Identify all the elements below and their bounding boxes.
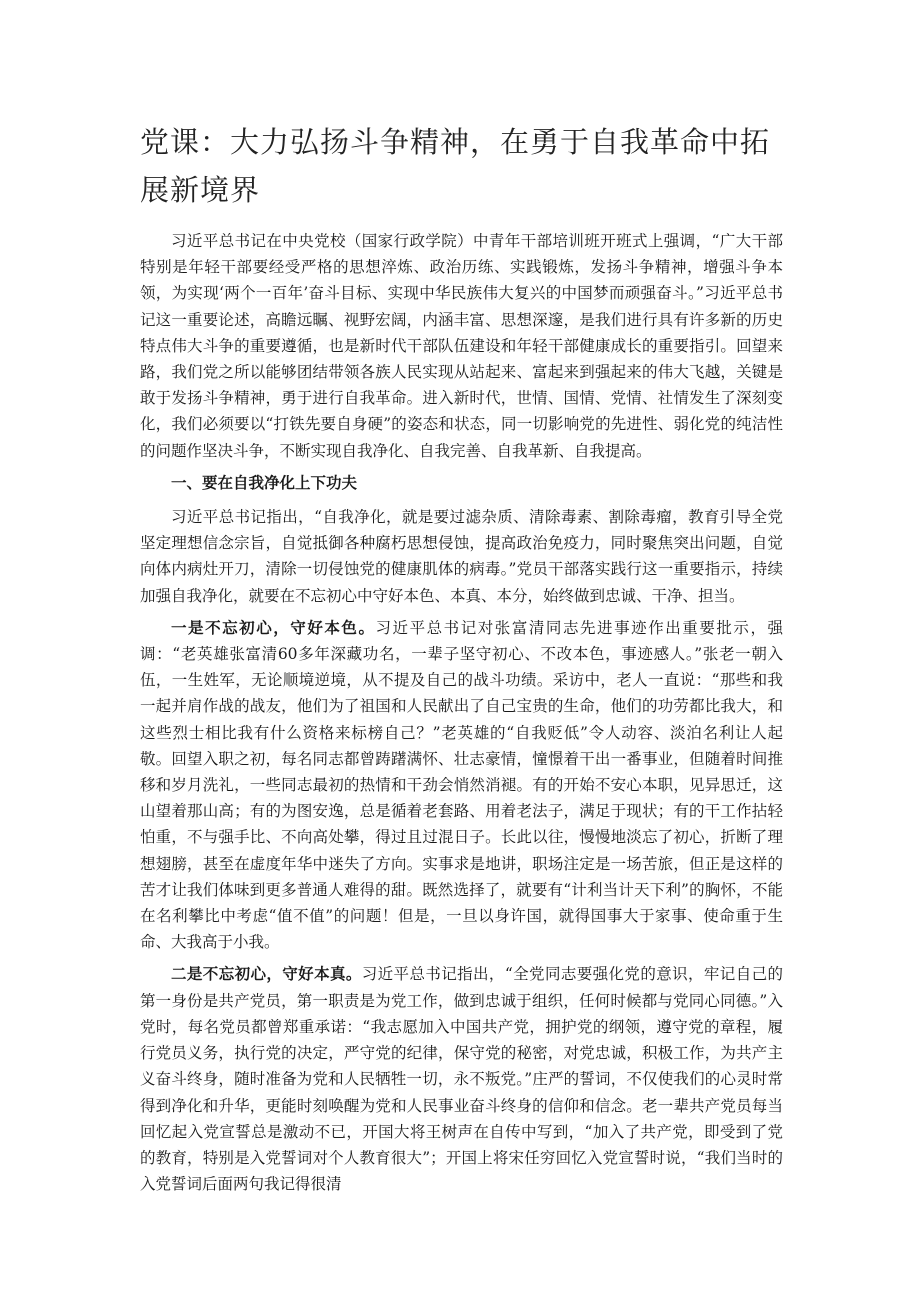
point-1-body: 习近平总书记对张富清同志先进事迹作出重要批示，强调：“老英雄张富清60多年深藏功名，一辈子坚守初心、不改本色，事迹感人。”张老一朝入伍，一生姓军，无论顺境逆境，从不提及自己的战斗功绩。采访中，老人一直说：“那些和我一起并肩作战的战友，他们为了祖国和人民献出了自己宝贵的生命，他们的功劳都比我大，和这些烈士相比我有什么资格来标榜自己？”老英雄的“自我贬低”令人动容、淡泊名利让人起敬。回望入职之初，每名同志都曾踌躇满怀、壮志豪情，憧憬着干出一番事业，但随着时间推移和岁月洗礼，一些同志最初的热情和干劲会悄然消褪。有的开始不安心本职，见异思迁，这山望着那山高；有的为图安逸，总是循着老套路、用着老法子，满足于现状；有的干工作拈轻怕重，不与强手比、不向高处攀，得过且过混日子。长此以往，慢慢地淡忘了初心，折断了理想翅膀，甚至在虚度年华中迷失了方向。实事求是地讲，职场注定是一场苦旅，但正是这样的苦才让我们体味到更多普通人难得的甜。既然选择了，就要有“计利当计天下利”的胸怀，不能在名利攀比中考虑“值不值”的问题！但是，一旦以身许国，就得国事大于家事、使命重于生命、大我高于小我。 [140,618,783,952]
document-page [140,118,783,1203]
point-2-lead: 二是不忘初心，守好本真。 [171,964,362,984]
document-title: 党课：大力弘扬斗争精神，在勇于自我革命中拓展新境界 [140,125,771,207]
point-2-body: 习近平总书记指出，“全党同志要强化党的意识，牢记自己的第一身份是共产党员，第一职责是为党工作，做到忠诚于组织，任何时候都与党同心同德。”入党时，每名党员都曾郑重承诺：“我志愿加入中国共产党，拥护党的纲领，遵守党的章程，履行党员义务，执行党的决定，严守党的纪律，保守党的秘密，对党忠诚，积极工作，为共产主义奋斗终身，随时准备为党和人民牺牲一切，永不叛党。”庄严的誓词，不仅使我们的心灵时常得到净化和升华，更能时刻唤醒为党和人民事业奋斗终身的信仰和信念。老一辈共产党员每当回忆起入党宣誓总是激动不已，开国大将王树声在自传中写到，“加入了共产党，即受到了党的教育，特别是入党誓词对个人教育很大”；开国上将宋任穷回忆入党宣誓时说，“我们当时的入党誓词后面两句我记得很清 [140,965,783,1194]
point-2-paragraph [140,961,783,1197]
section-1-intro-paragraph: 习近平总书记指出，“自我净化，就是要过滤杂质、清除毒素、割除毒瘤，教育引导全党坚定理想信念宗旨，自觉抵御各种腐朽思想侵蚀，提高政治免疫力，同时聚焦突出问题，自觉向体内病灶开刀，清除一切侵蚀党的健康肌体的病毒。”党员干部落实践行这一重要指示，持续加强自我净化，就要在不忘初心中守好本色、本真、本分，始终做到忠诚、干净、担当。 [140,508,783,605]
intro-paragraph: 习近平总书记在中央党校（国家行政学院）中青年干部培训班开班式上强调，“广大干部特别是年轻干部要经受严格的思想淬炼、政治历练、实践锻炼，发扬斗争精神，增强斗争本领，为实现‘两个一百年’奋斗目标、实现中华民族伟大复兴的中国梦而顽强奋斗。”习近平总书记这一重要论述，高瞻远瞩、视野宏阔，内涵丰富、思想深邃，是我们进行具有许多新的历史特点伟大斗争的重要遵循，也是新时代干部队伍建设和年轻干部健康成长的重要指引。回望来路，我们党之所以能够团结带领各族人民实现从站起来、富起来到强起来的伟大飞越，关键是敢于发扬斗争精神，勇于进行自我革命。进入新时代，世情、国情、党情、社情发生了深刻变化，我们必须要以“打铁先要自身硬”的姿态和状态，同一切影响党的先进性、弱化党的纯洁性的问题作坚决斗争，不断实现自我净化、自我完善、自我革新、自我提高。 [140,232,783,460]
point-1-paragraph [140,615,783,956]
point-1-lead: 一是不忘初心，守好本色。 [171,617,376,637]
section-heading-1: 一、要在自我净化上下功夫 [171,472,358,492]
